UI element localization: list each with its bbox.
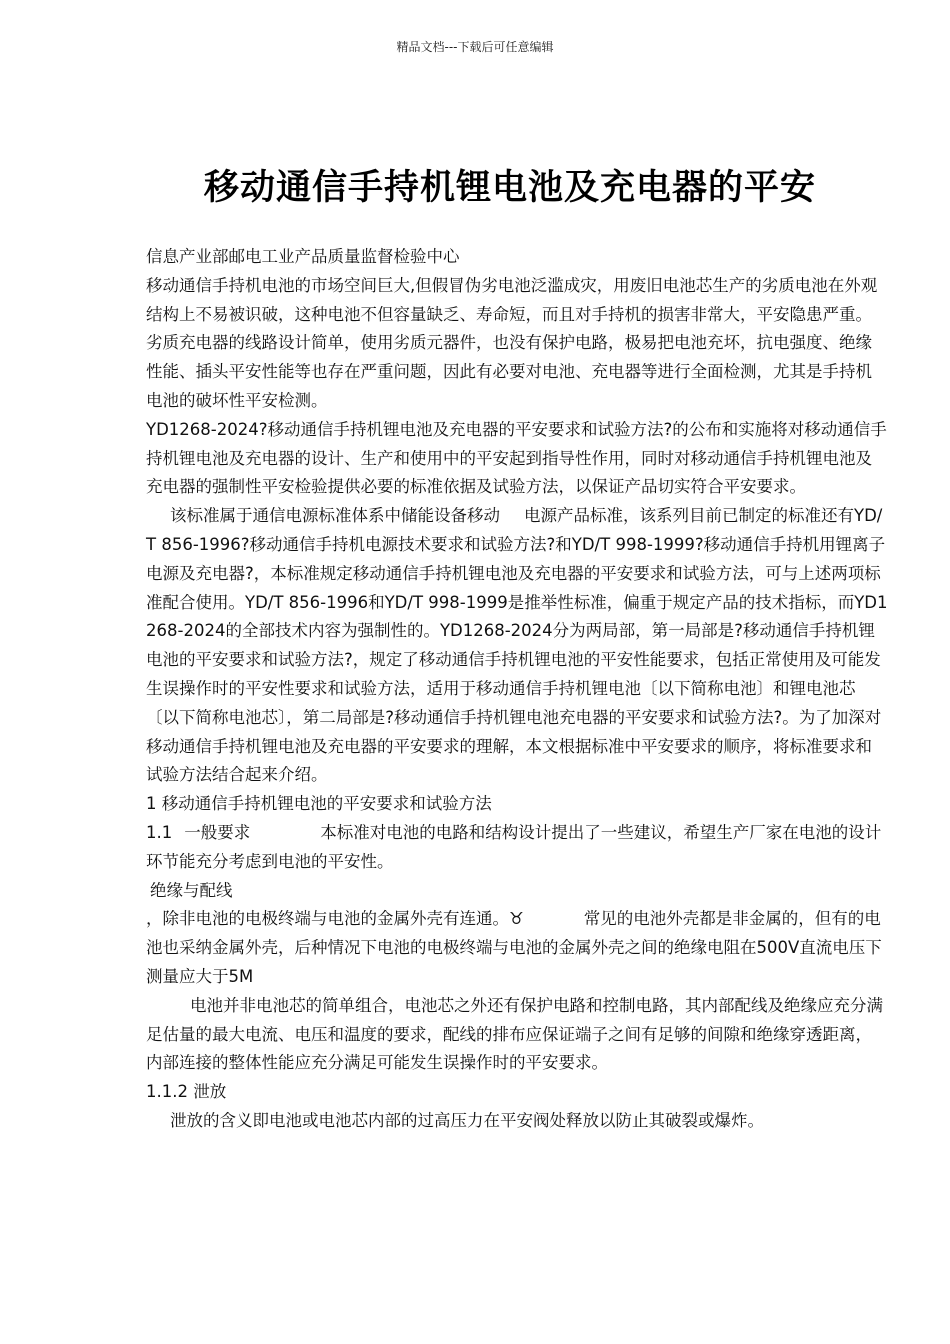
paragraph-series-part-b: 电源产品标准，该系列目前已制定的标准还有YD/T 856-1996?移动通信手持机电源技术要求和试验方法?和YD/T 998-1999?移动通信手持机用锂离子电源及充电器?，本标准规定移动通信手持机锂电池及充电器的平安要求和试验方法，可与上述两项标准配合使用。YD/T 856-1996和YD/T 998-1999是推举性标准，偏重于规定产品的技术指标，而YD1268-2024的全部技术内容为强制性的。YD1268-2024分为两局部，第一局部是?移动通信手持机锂电池的平安要求和试验方法?，规定了移动通信手持机锂电池的平安性能要求，包括正常使用及可能发生误操作时的平安性要求和试验方法，适用于移动通信手持机锂电池〔以下简称电池〕和锂电池芯〔以下简称电池芯〕，第二局部是?移动通信手持机锂电池充电器的平安要求和试验方法?。为了加深对移动通信手持机锂电池及充电器的平安要求的理解，本文根据标准中平安要求的顺序，将标准要求和试验方法结合起来介绍。 [146, 506, 888, 785]
paragraph-insulation-part-a: ，除非电池的电极终端与电池的金属外壳有连通。♉ [146, 909, 524, 929]
paragraph-insulation-part-b: 常见的电池外壳都是非金属的，但有的电池也采纳金属外壳，后种情况下电池的电极终端与电池的金属外壳之间的绝缘电阻在500V直流电压下测量应大于5M [146, 909, 882, 986]
header-note: 精品文档---下载后可任意编辑 [396, 40, 554, 54]
paragraph-series [146, 502, 888, 790]
document-title: 移动通信手持机锂电池及充电器的平安 [203, 167, 816, 208]
paragraph-standard: YD1268-2024?移动通信手持机锂电池及充电器的平安要求和试验方法?的公布和实施将对移动通信手持机锂电池及充电器的设计、生产和使用中的平安起到指导性作用，同时对移动通信手持机锂电池及充电器的强制性平安检验提供必要的标准依据及试验方法，以保证产品切实符合平安要求。 [146, 419, 887, 497]
section-1-1 [146, 819, 888, 877]
paragraph-series-part-a: 该标准属于通信电源标准体系中储能设备移动 [170, 506, 500, 526]
section-1-1-body: 本标准对电池的电路和结构设计提出了一些建议，希望生产厂家在电池的设计环节能充分考虑到电池的平安性。 [146, 822, 882, 871]
paragraph-wiring: 电池并非电池芯的简单组合，电池芯之外还有保护电路和控制电路，其内部配线及绝缘应充分满足估量的最大电流、电压和温度的要求，配线的排布应保证端子之间有足够的间隙和绝缘穿透距离，内部连接的整体性能应充分满足可能发生误操作时的平安要求。 [146, 995, 883, 1073]
section-1-1-2-heading: 1.1.2 泄放 [146, 1082, 227, 1102]
paragraph-intro: 移动通信手持机电池的市场空间巨大,但假冒伪劣电池泛滥成灾，用废旧电池芯生产的劣质电池在外观结构上不易被识破，这种电池不但容量缺乏、寿命短，而且对手持机的损害非常大，平安隐患严重。劣质充电器的线路设计简单，使用劣质元器件，也没有保护电路，极易把电池充坏，抗电强度、绝缘性能、插头平安性能等也存在严重问题，因此有必要对电池、充电器等进行全面检测，尤其是手持机电池的破坏性平安检测。 [146, 275, 878, 410]
section-1-1-number: 1.1 [146, 822, 173, 842]
paragraph-venting: 泄放的含义即电池或电池芯内部的过高压力在平安阀处释放以防止其破裂或爆炸。 [170, 1110, 764, 1130]
document-body [146, 243, 888, 1136]
section-1-1-1-title: 绝缘与配线 [150, 880, 233, 900]
section-1-1-title: 一般要求 [184, 822, 251, 842]
section-1-heading: 1 移动通信手持机锂电池的平安要求和试验方法 [146, 794, 492, 814]
author-org: 信息产业部邮电工业产品质量监督检验中心 [146, 247, 460, 266]
paragraph-insulation [146, 905, 888, 991]
